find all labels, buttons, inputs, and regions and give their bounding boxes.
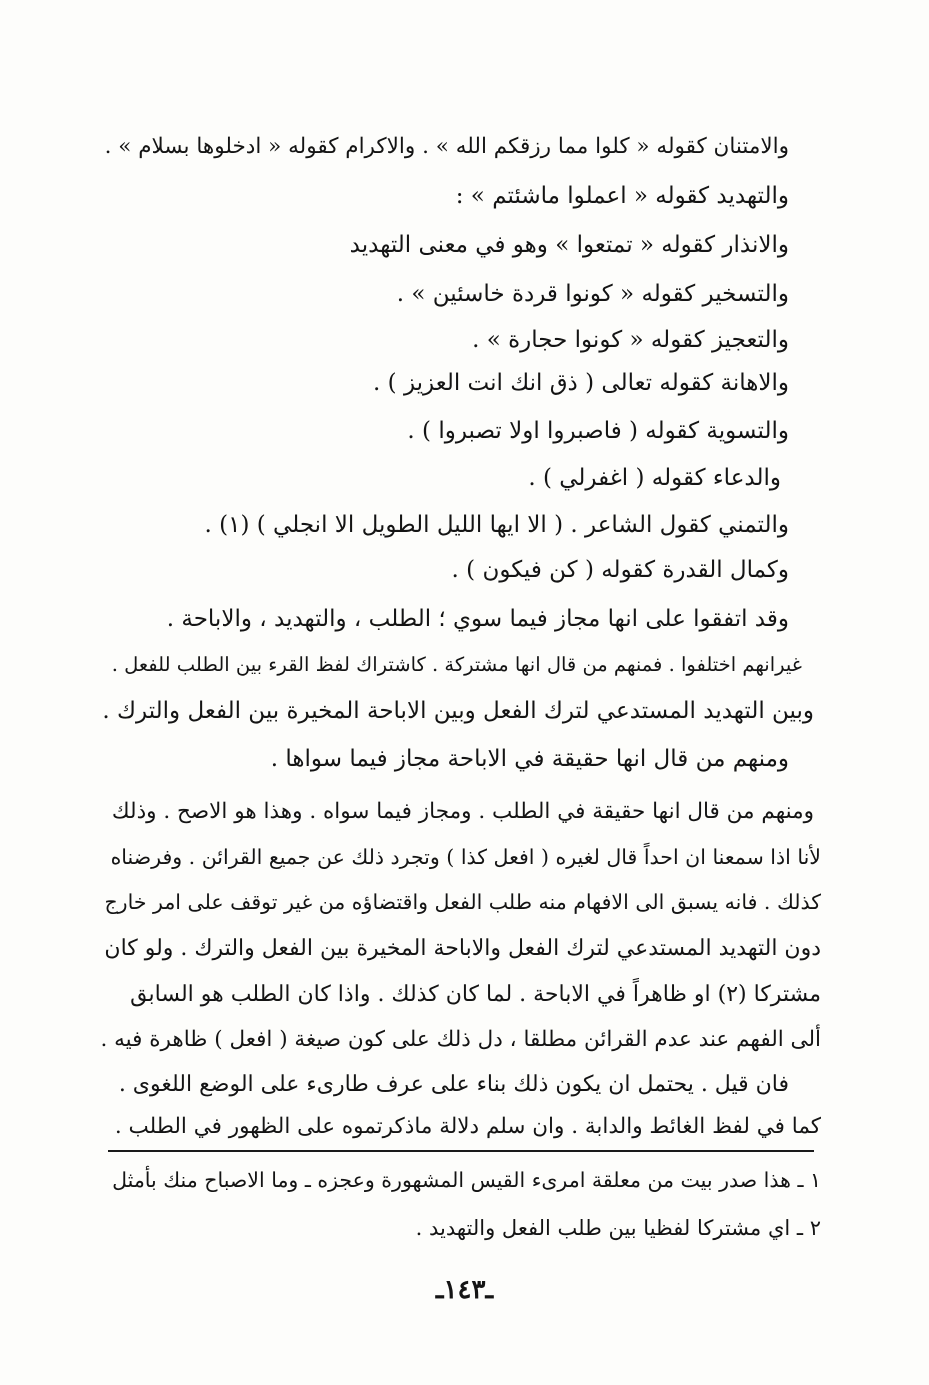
text-line-15: ومنهم من قال انها حقيقة في الطلب . ومجاز فيما سواه . وهذا هو الاصح . وذلك	[111, 799, 814, 824]
footnote-separator	[108, 1150, 814, 1152]
text-line-11: وقد اتفقوا على انها مجاز فيما سوي ؛ الطلب ، والتهديد ، والاباحة .	[166, 606, 789, 632]
text-line-5: والتعجيز كقوله « كونوا حجارة » .	[472, 327, 789, 353]
text-line-18: دون التهديد المستدعي لترك الفعل والاباحة المخيرة بين الفعل والترك . ولو كان	[104, 936, 821, 961]
text-line-10: وكمال القدرة كقوله ( كن فيكون ) .	[451, 557, 789, 583]
text-line-13: وبين التهديد المستدعي لترك الفعل وبين الاباحة المخيرة بين الفعل والترك .	[102, 698, 814, 724]
footnote-2: ٢ ـ اي مشتركا لفظيا بين طلب الفعل والتهديد .	[415, 1216, 821, 1240]
text-line-3: والانذار كقوله « تمتعوا » وهو في معنى التهديد	[349, 232, 789, 258]
text-line-22: كما في لفظ الغائط والدابة . وان سلم دلالة ماذكرتموه على الظهور في الطلب .	[114, 1114, 821, 1139]
text-line-14: ومنهم من قال انها حقيقة في الاباحة مجاز فيما سواها .	[270, 746, 789, 772]
text-line-16: لأنا اذا سمعنا ان احداً قال لغيره ( افعل كذا ) وتجرد ذلك عن جميع القرائن . وفرضناه	[110, 845, 821, 869]
text-line-2: والتهديد كقوله « اعملوا ماشئتم » :	[455, 183, 789, 209]
text-line-1: والامتنان كقوله « كلوا مما رزقكم الله » . والاكرام كقوله « ادخلوها بسلام » .	[104, 134, 789, 159]
text-line-7: والتسوية كقوله ( فاصبروا اولا تصبروا ) .	[407, 418, 789, 444]
text-line-20: ألى الفهم عند عدم القرائن مطلقا ، دل ذلك على كون صيغة ( افعل ) ظاهرة فيه .	[100, 1027, 821, 1052]
text-line-6: والاهانة كقوله تعالى ( ذق انك انت العزيز ) .	[373, 370, 789, 396]
footnote-1: ١ ـ هذا صدر بيت من معلقة امرىء القيس المشهورة وعجزه ـ وما الاصباح منك بأمثل	[112, 1168, 821, 1192]
text-line-19: مشتركا (٢) او ظاهراً في الاباحة . لما كان كذلك . واذا كان الطلب هو السابق	[130, 982, 821, 1007]
text-line-4: والتسخير كقوله « كونوا قردة خاسئين » .	[396, 281, 789, 307]
text-line-17: كذلك . فانه يسبق الى الافهام منه طلب الفعل واقتضاؤه من غير توقف على امر خارج	[104, 890, 821, 914]
text-line-12: غيرانهم اختلفوا . فمنهم من قال انها مشتركة . كاشتراك لفظ القرء بين الطلب للفعل .	[111, 653, 802, 676]
page-number: ـ١٤٣ـ	[435, 1275, 494, 1305]
text-line-21: فان قيل . يحتمل ان يكون ذلك بناء على عرف طارىء على الوضع اللغوى .	[118, 1072, 789, 1097]
text-line-9: والتمني كقول الشاعر . ( الا ايها الليل الطويل الا انجلي ) (١) .	[204, 512, 789, 538]
text-line-8: والدعاء كقوله ( اغفرلي ) .	[528, 465, 781, 491]
